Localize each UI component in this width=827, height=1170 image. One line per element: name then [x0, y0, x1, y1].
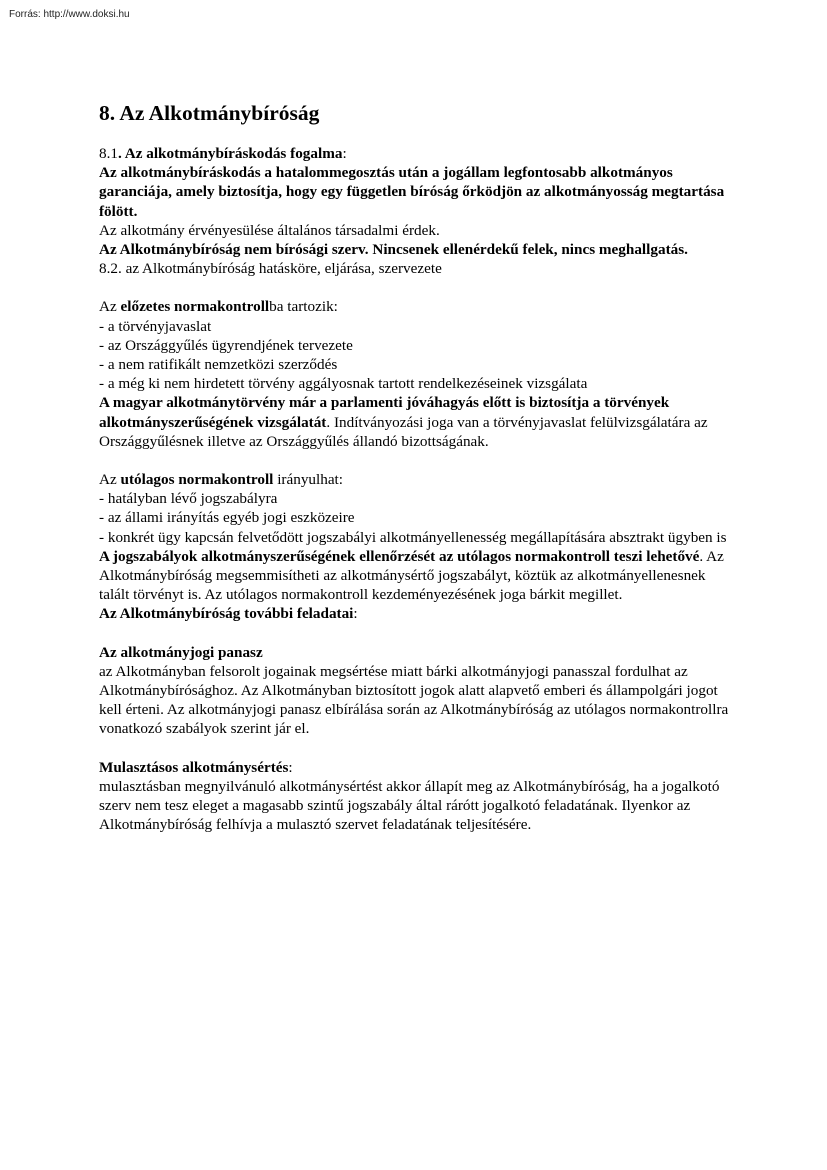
- paragraph-not-court: Az Alkotmánybíróság nem bírósági szerv. Nincsenek ellenérdekű felek, nincs meghallgatás.: [99, 241, 688, 259]
- definition-normal: Az alkotmány érvényesülése általános társadalmi érdek.: [99, 221, 440, 239]
- list-item: - a törvényjavaslat: [99, 317, 212, 335]
- posterior-intro: Az utólagos normakontroll irányulhat:: [99, 471, 343, 489]
- paragraph-constitutional-complaint: [99, 643, 739, 739]
- source-note: Forrás: http://www.doksi.hu: [9, 9, 130, 20]
- complaint-heading: Az alkotmányjogi panasz: [99, 643, 263, 661]
- posterior-list: [99, 489, 739, 547]
- paragraph-review-control: A jogszabályok alkotmányszerűségének ellenőrzését az utólagos normakontroll teszi lehetővé. Az Alkotmánybíróság megsemmisítheti az alkotmánysértő jogszabályt, köztük az alkotmányellenesnek talált törvényt is. Az utólagos normakontroll kezdeményezésének joga bárkit megillet.: [99, 547, 724, 604]
- omission-text: mulasztásban megnyilvánuló alkotmánysértést akkor állapít meg az Alkotmánybíróság, ha a jogalkotó szerv nem tesz eleget a magasabb szintű jogszabály által rárótt jogalkotó feladatának. Ilyenkor az Alkotmánybíróság felhívja a mulasztó szervet feladatának teljesítésére.: [99, 777, 720, 834]
- page-title: 8. Az Alkotmánybíróság: [99, 101, 320, 125]
- section-heading-8-1: [99, 144, 739, 163]
- paragraph-further-tasks: Az Alkotmánybíróság további feladatai:: [99, 605, 358, 623]
- list-item: - a még ki nem hirdetett törvény aggályosnak tartott rendelkezéseinek vizsgálata: [99, 375, 588, 393]
- paragraph-posterior-review: [99, 470, 739, 547]
- preliminary-intro: Az előzetes normakontrollba tartozik:: [99, 298, 338, 316]
- definition-bold: Az alkotmánybíráskodás a hatalommegosztás után a jogállam legfontosabb alkotmányos garanciája, amely biztosítja, hogy egy független bíróság őrködjön az alkotmányosság megtartása fölött.: [99, 164, 725, 220]
- section-colon: :: [342, 145, 347, 162]
- list-item: - az Országgyűlés ügyrendjének tervezete: [99, 336, 353, 354]
- paragraph-constitution-law: A magyar alkotmánytörvény már a parlamenti jóváhagyás előtt is biztosítja a törvények alkotmányszerűségének vizsgálatát. Indítványozási joga van a törvényjavaslat felülvizsgálatára az Országgyűlésnek illetve az Országgyűlés állandó bizottságának.: [99, 394, 708, 450]
- list-item: - a nem ratifikált nemzetközi szerződés: [99, 356, 338, 374]
- section-number: 8.1: [99, 145, 118, 162]
- omission-heading: Mulasztásos alkotmánysértés:: [99, 758, 293, 776]
- paragraph-definition: [99, 163, 739, 240]
- preliminary-list: [99, 317, 739, 394]
- list-item: - konkrét ügy kapcsán felvetődött jogszabályi alkotmányellenesség megállapítására absztrakt ügyben is: [99, 528, 727, 546]
- section-title: . Az alkotmánybíráskodás fogalma: [117, 145, 343, 162]
- list-item: - az állami irányítás egyéb jogi eszközeire: [99, 509, 355, 527]
- paragraph-omission: [99, 758, 739, 835]
- document-body: [99, 100, 739, 835]
- complaint-text: az Alkotmányban felsorolt jogainak megsértése miatt bárki alkotmányjogi panasszal fordulhat az Alkotmánybírósághoz. Az Alkotmányban biztosított jogok alatt alapvető emberi és állampolgári jogot kell érteni. Az alkotmányjogi panasz elbírálása során az Alkotmánybíróság az utólagos normakontrollra vonatkozó szabályok szerint jár el.: [99, 662, 729, 738]
- paragraph-preliminary-review: [99, 297, 739, 393]
- list-item: - hatályban lévő jogszabályra: [99, 490, 278, 508]
- section-heading-8-2: 8.2. az Alkotmánybíróság hatásköre, eljárása, szervezete: [99, 260, 442, 278]
